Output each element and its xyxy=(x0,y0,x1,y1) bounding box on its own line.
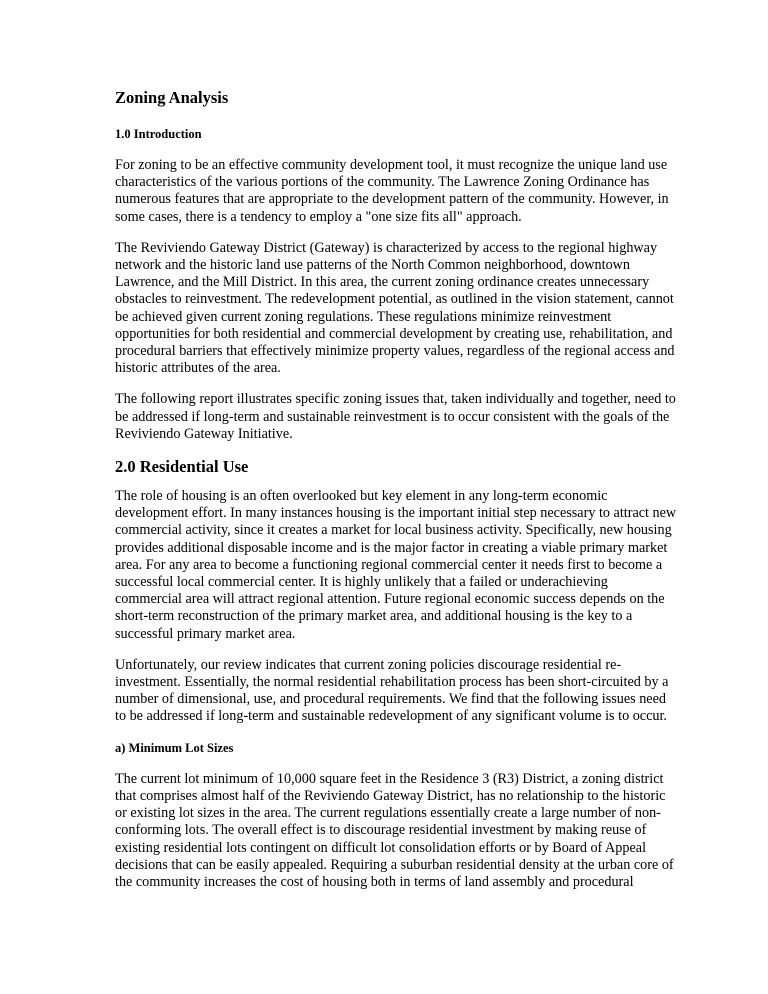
paragraph-intro-2: The Reviviendo Gateway District (Gateway) is characterized by access to the regional highway network and the historic land use patterns of the North Common neighborhood, downtown Lawrence, and the Mill District. In this area, the current zoning ordinance creates unnecessary obstacles to reinvestment. The redevelopment potential, as outlined in the vision statement, cannot be achieved given current zoning regulations. These regulations minimize reinvestment opportunities for both residential and commercial development by creating use, rehabilitation, and procedural barriers that effectively minimize property values, regardless of the regional access and historic attributes of the area. xyxy=(115,239,675,377)
document-body xyxy=(115,88,677,905)
paragraph-lot-sizes-1: The current lot minimum of 10,000 square feet in the Residence 3 (R3) District, a zoning district that comprises almost half of the Reviviendo Gateway District, has no relationship to the historic or existing lot sizes in the area. The current regulations essentially create a large number of non-conforming lots. The overall effect is to discourage residential investment by making reuse of existing residential lots contingent on difficult lot consolidation efforts or by Board of Appeal decisions that can be easily appealed. Requiring a suburban residential density at the urban core of the community increases the cost of housing both in terms of land assembly and procedural xyxy=(115,770,674,890)
subsection-heading-minimum-lot-sizes: a) Minimum Lot Sizes xyxy=(115,740,234,755)
section-heading-introduction: 1.0 Introduction xyxy=(115,127,202,141)
paragraph-residential-1: The role of housing is an often overlooked but key element in any long-term economic development effort. In many instances housing is the important initial step necessary to attract new commercial activity, since it creates a market for local business activity. Specifically, new housing provides additional disposable income and is the major factor in creating a viable primary market area. For any area to become a functioning regional commercial center it needs first to become a successful local commercial center. It is highly unlikely that a failed or underachieving commercial area will attract regional attention. Future regional economic success depends on the short-term reconstruction of the primary market area, and additional housing is the key to a successful primary market area. xyxy=(115,488,677,642)
paragraph-intro-3: The following report illustrates specific zoning issues that, taken individually and together, need to be addressed if long-term and sustainable reinvestment is to occur consistent with the goals of the Reviviendo Gateway Initiative. xyxy=(115,391,676,442)
page-title: Zoning Analysis xyxy=(115,88,229,107)
section-heading-residential-use: 2.0 Residential Use xyxy=(115,457,249,477)
paragraph-residential-2: Unfortunately, our review indicates that current zoning policies discourage residential re-investment. Essentially, the normal residential rehabilitation process has been short-circuited by a number of dimensional, use, and procedural requirements. We find that the following issues need to be addressed if long-term and sustainable redevelopment of any significant volume is to occur. xyxy=(115,656,669,725)
paragraph-intro-1: For zoning to be an effective community development tool, it must recognize the unique land use characteristics of the various portions of the community. The Lawrence Zoning Ordinance has numerous features that are appropriate to the development pattern of the community. However, in some cases, there is a tendency to employ a "one size fits all" approach. xyxy=(115,157,669,225)
